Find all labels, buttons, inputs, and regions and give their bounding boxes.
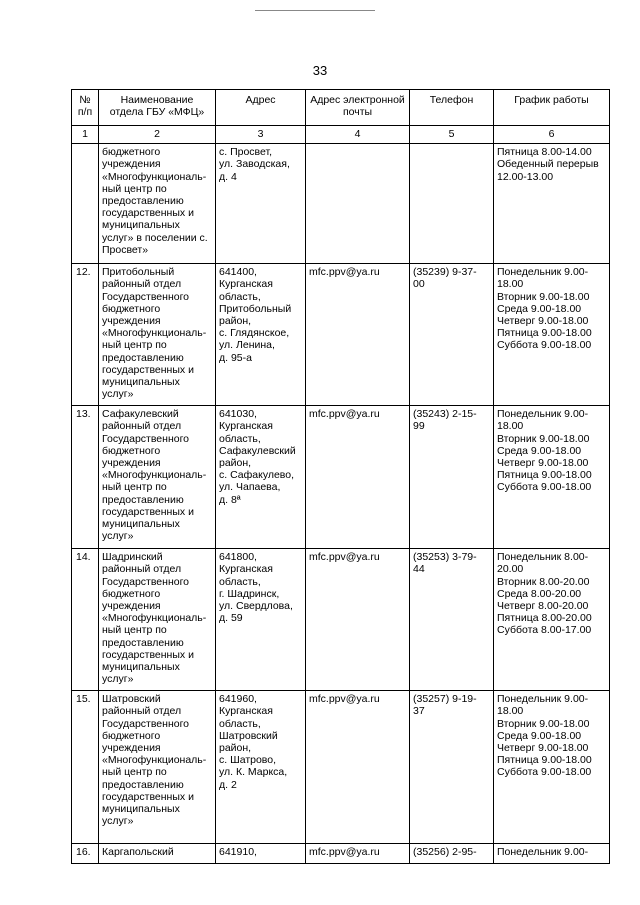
column-numbers-row <box>72 126 610 144</box>
department-schedule-line: Четверг 9.00-18.00 <box>497 315 589 328</box>
department-name-line: бюджетного <box>102 146 161 159</box>
row-number <box>72 144 99 264</box>
department-address <box>216 264 306 406</box>
department-address-line: 641910, <box>219 846 257 859</box>
table-row <box>72 406 610 549</box>
department-schedule-line: Суббота 9.00-18.00 <box>497 481 592 494</box>
department-phone-line: (35239) 9-37- <box>413 266 477 279</box>
department-name-line: Притобольный <box>102 266 175 279</box>
department-name-line: государственных и <box>102 207 194 220</box>
department-name-line: учреждения <box>102 315 161 328</box>
department-name-line: услуг» <box>102 388 134 401</box>
department-address <box>216 144 306 264</box>
department-email: mfc.ppv@ya.ru <box>306 691 410 844</box>
department-phone <box>410 549 494 691</box>
row-number: 14. <box>72 549 99 691</box>
department-schedule-line: Понедельник 9.00- <box>497 846 589 859</box>
department-schedule-line: Вторник 9.00-18.00 <box>497 717 590 730</box>
department-name-line: учреждения <box>102 457 161 470</box>
department-address <box>216 844 306 864</box>
department-name <box>99 264 216 406</box>
department-email <box>306 144 410 264</box>
department-name <box>99 144 216 264</box>
department-address-line: д. 8ª <box>219 493 241 506</box>
department-schedule-line: Суббота 9.00-18.00 <box>497 766 592 779</box>
department-address-line: Притобольный <box>219 302 292 315</box>
department-name-line: учреждения <box>102 742 161 755</box>
header-address: Адрес <box>216 90 306 126</box>
department-schedule-line: Пятница 9.00-18.00 <box>497 469 592 482</box>
department-name-line: услуг» <box>102 673 134 686</box>
department-phone-line: 37 <box>413 705 425 718</box>
department-schedule <box>494 844 610 864</box>
department-name-line: ный центр по <box>102 624 167 637</box>
department-phone-line: (35243) 2-15- <box>413 408 477 421</box>
department-name-line: предоставлению <box>102 195 184 208</box>
department-schedule-line: Пятница 9.00-18.00 <box>497 754 592 767</box>
department-schedule-line: Среда 9.00-18.00 <box>497 302 582 315</box>
department-email: mfc.ppv@ya.ru <box>306 264 410 406</box>
department-address-line: область, <box>219 717 261 730</box>
department-address-line: д. 4 <box>219 170 237 183</box>
department-address-line: район, <box>219 457 252 470</box>
header-department-name: Наименование отдела ГБУ «МФЦ» <box>99 90 216 126</box>
page-number: 33 <box>312 63 328 78</box>
department-name <box>99 844 216 864</box>
row-number: 13. <box>72 406 99 549</box>
department-address-line: область, <box>219 432 261 445</box>
department-schedule-line: Среда 9.00-18.00 <box>497 729 582 742</box>
table-header-row <box>72 90 610 126</box>
department-name-line: предоставлению <box>102 351 184 364</box>
mfc-departments-table <box>71 89 610 864</box>
department-address-line: область, <box>219 575 261 588</box>
department-schedule <box>494 406 610 549</box>
department-phone-line: 99 <box>413 420 425 433</box>
department-name-line: муниципальных <box>102 518 180 531</box>
department-address-line: область, <box>219 290 261 303</box>
department-address-line: ул. Ленина, <box>219 339 275 352</box>
department-schedule-line: Пятница 8.00-20.00 <box>497 612 592 625</box>
department-name-line: Сафакулевский <box>102 408 179 421</box>
department-schedule-line: Понедельник 9.00- <box>497 693 589 706</box>
department-name-line: «Многофункциональ- <box>102 469 207 482</box>
department-name-line: Просвет» <box>102 243 149 256</box>
column-number: 5 <box>410 126 494 144</box>
department-phone-line: (35257) 9-19- <box>413 693 477 706</box>
department-name-line: учреждения <box>102 600 161 613</box>
department-schedule-line: 12.00-13.00 <box>497 170 554 183</box>
department-name-line: «Многофункциональ- <box>102 754 207 767</box>
department-name <box>99 691 216 844</box>
department-name-line: Государственного <box>102 290 190 303</box>
department-address-line: с. Сафакулево, <box>219 469 295 482</box>
department-address-line: ул. Чапаева, <box>219 481 281 494</box>
department-schedule-line: Понедельник 8.00- <box>497 551 589 564</box>
department-address <box>216 691 306 844</box>
department-address-line: Курганская <box>219 705 273 718</box>
department-address-line: Шатровский <box>219 729 278 742</box>
department-phone <box>410 264 494 406</box>
department-schedule-line: Четверг 9.00-18.00 <box>497 457 589 470</box>
department-email: mfc.ppv@ya.ru <box>306 549 410 691</box>
department-name-line: Государственного <box>102 717 190 730</box>
department-phone <box>410 144 494 264</box>
department-name-line: государственных и <box>102 505 194 518</box>
department-schedule-line: 18.00 <box>497 420 524 433</box>
department-name-line: предоставлению <box>102 493 184 506</box>
column-number: 1 <box>72 126 99 144</box>
department-address-line: Курганская <box>219 420 273 433</box>
department-schedule-line: Четверг 8.00-20.00 <box>497 600 589 613</box>
department-name-line: муниципальных <box>102 803 180 816</box>
department-phone-line: 00 <box>413 278 425 291</box>
department-name-line: районный отдел <box>102 420 182 433</box>
department-schedule-line: Вторник 9.00-18.00 <box>497 432 590 445</box>
department-schedule-line: Суббота 9.00-18.00 <box>497 339 592 352</box>
department-name-line: Шадринский <box>102 551 163 564</box>
department-phone <box>410 844 494 864</box>
department-schedule-line: Вторник 8.00-20.00 <box>497 575 590 588</box>
department-address-line: д. 95-а <box>219 351 252 364</box>
department-address <box>216 549 306 691</box>
department-schedule-line: 18.00 <box>497 278 524 291</box>
department-schedule <box>494 264 610 406</box>
department-name-line: государственных и <box>102 363 194 376</box>
department-name-line: районный отдел <box>102 563 182 576</box>
department-address-line: 641400, <box>219 266 257 279</box>
department-address-line: ул. Заводская, <box>219 158 290 171</box>
department-schedule-line: Понедельник 9.00- <box>497 266 589 279</box>
department-schedule-line: Среда 8.00-20.00 <box>497 587 582 600</box>
department-schedule <box>494 691 610 844</box>
row-number: 16. <box>72 844 99 864</box>
department-address-line: ул. К. Маркса, <box>219 766 288 779</box>
header-number: № п/п <box>72 90 99 126</box>
department-address-line: д. 59 <box>219 612 243 625</box>
table-row <box>72 691 610 844</box>
department-schedule-line: Обеденный перерыв <box>497 158 599 171</box>
department-name <box>99 549 216 691</box>
department-name-line: «Многофункциональ- <box>102 612 207 625</box>
department-name-line: бюджетного <box>102 302 161 315</box>
department-address-line: район, <box>219 742 252 755</box>
department-name-line: Каргапольский <box>102 846 174 859</box>
department-name-line: услуг» в поселении с. <box>102 231 208 244</box>
department-name-line: предоставлению <box>102 636 184 649</box>
department-name-line: ный центр по <box>102 766 167 779</box>
department-address <box>216 406 306 549</box>
department-address-line: с. Шатрово, <box>219 754 277 767</box>
department-name <box>99 406 216 549</box>
department-schedule-line: 18.00 <box>497 705 524 718</box>
department-name-line: муниципальных <box>102 661 180 674</box>
department-name-line: бюджетного <box>102 444 161 457</box>
department-name-line: «Многофункциональ- <box>102 170 207 183</box>
department-address-line: г. Шадринск, <box>219 587 280 600</box>
department-address-line: ул. Свердлова, <box>219 600 293 613</box>
header-schedule: График работы <box>494 90 610 126</box>
department-name-line: услуг» <box>102 815 134 828</box>
table-row <box>72 264 610 406</box>
department-name-line: районный отдел <box>102 278 182 291</box>
department-name-line: Шатровский <box>102 693 161 706</box>
department-address-line: Курганская <box>219 278 273 291</box>
department-address-line: район, <box>219 315 252 328</box>
header-email: Адрес электронной почты <box>306 90 410 126</box>
department-name-line: районный отдел <box>102 705 182 718</box>
department-address-line: 641800, <box>219 551 257 564</box>
department-name-line: государственных и <box>102 648 194 661</box>
column-number: 6 <box>494 126 610 144</box>
department-address-line: с. Глядянское, <box>219 327 290 340</box>
row-number: 12. <box>72 264 99 406</box>
column-number: 2 <box>99 126 216 144</box>
department-address-line: д. 2 <box>219 778 237 791</box>
scan-edge-line <box>255 10 375 11</box>
department-name-line: учреждения <box>102 158 161 171</box>
department-name-line: муниципальных <box>102 219 180 232</box>
department-schedule-line: Среда 9.00-18.00 <box>497 444 582 457</box>
department-name-line: ный центр по <box>102 182 167 195</box>
row-number: 15. <box>72 691 99 844</box>
department-address-line: 641030, <box>219 408 257 421</box>
department-address-line: 641960, <box>219 693 257 706</box>
table-row <box>72 844 610 864</box>
department-schedule-line: Понедельник 9.00- <box>497 408 589 421</box>
department-schedule-line: Суббота 8.00-17.00 <box>497 624 592 637</box>
column-number: 4 <box>306 126 410 144</box>
column-number: 3 <box>216 126 306 144</box>
department-phone-line: 44 <box>413 563 425 576</box>
department-schedule-line: 20.00 <box>497 563 524 576</box>
department-name-line: предоставлению <box>102 778 184 791</box>
department-name-line: Государственного <box>102 432 190 445</box>
department-name-line: Государственного <box>102 575 190 588</box>
department-schedule-line: Вторник 9.00-18.00 <box>497 290 590 303</box>
department-schedule <box>494 144 610 264</box>
department-name-line: бюджетного <box>102 729 161 742</box>
department-name-line: ный центр по <box>102 481 167 494</box>
department-schedule-line: Пятница 9.00-18.00 <box>497 327 592 340</box>
department-name-line: государственных и <box>102 790 194 803</box>
department-email: mfc.ppv@ya.ru <box>306 844 410 864</box>
table-row <box>72 144 610 264</box>
department-name-line: муниципальных <box>102 376 180 389</box>
table-row <box>72 549 610 691</box>
department-address-line: Курганская <box>219 563 273 576</box>
department-address-line: Сафакулевский <box>219 444 296 457</box>
department-schedule-line: Пятница 8.00-14.00 <box>497 146 592 159</box>
department-phone-line: (35256) 2-95- <box>413 846 477 859</box>
department-email: mfc.ppv@ya.ru <box>306 406 410 549</box>
department-name-line: бюджетного <box>102 587 161 600</box>
department-phone <box>410 406 494 549</box>
department-phone-line: (35253) 3-79- <box>413 551 477 564</box>
department-name-line: «Многофункциональ- <box>102 327 207 340</box>
department-address-line: с. Просвет, <box>219 146 273 159</box>
header-phone: Телефон <box>410 90 494 126</box>
department-name-line: услуг» <box>102 530 134 543</box>
department-phone <box>410 691 494 844</box>
department-schedule <box>494 549 610 691</box>
department-name-line: ный центр по <box>102 339 167 352</box>
department-schedule-line: Четверг 9.00-18.00 <box>497 742 589 755</box>
